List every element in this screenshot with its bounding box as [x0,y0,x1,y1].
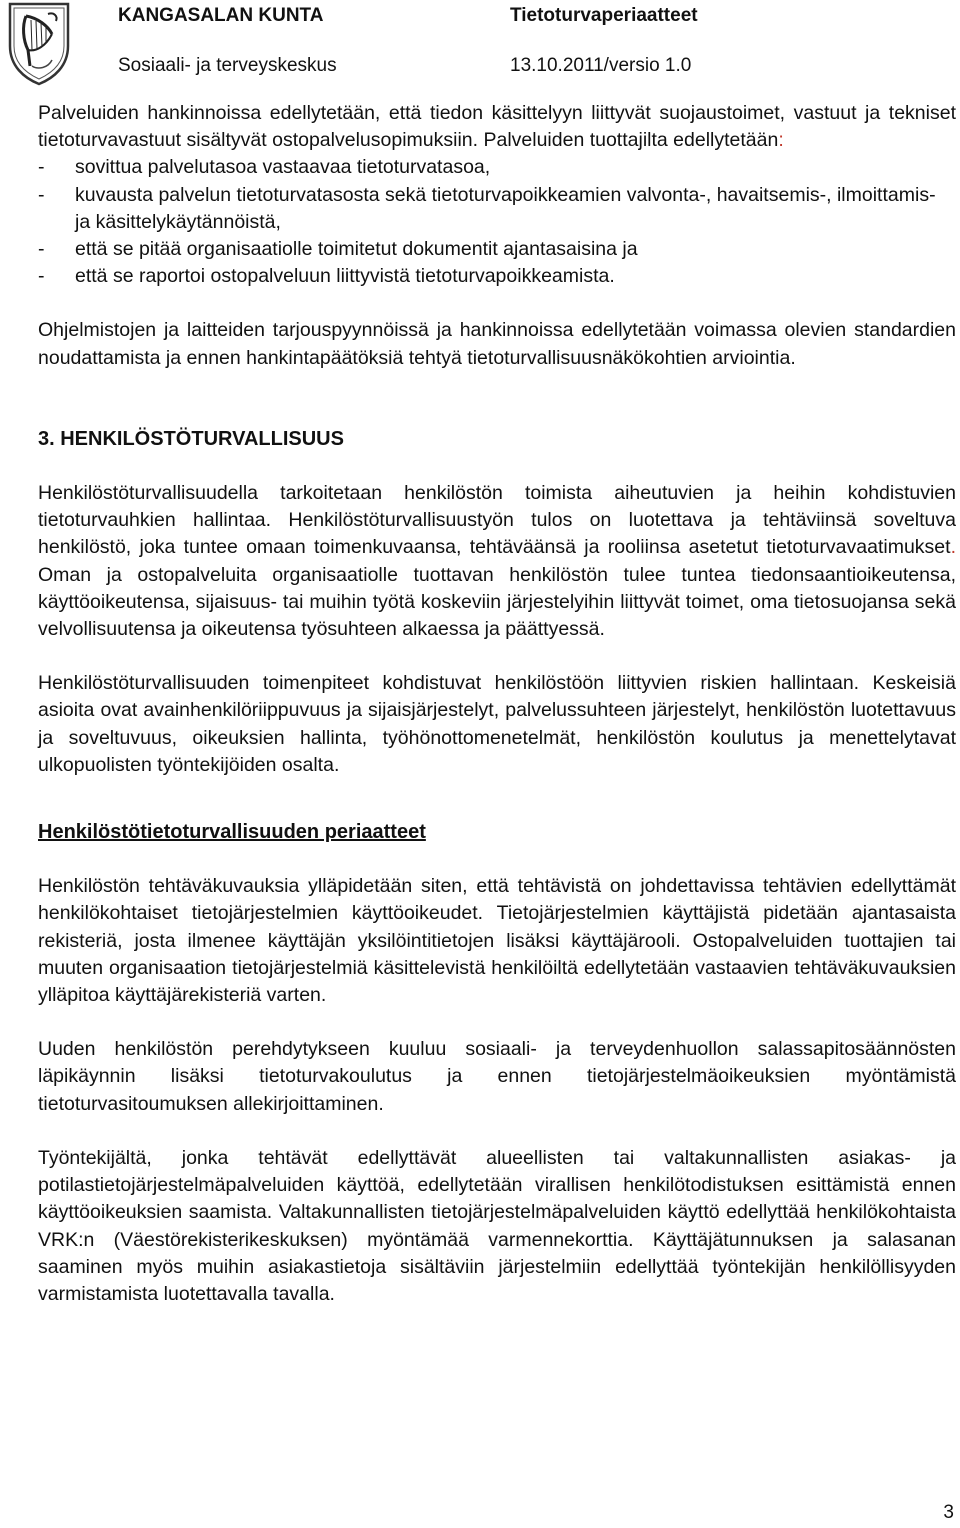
paragraph-job-descriptions: Henkilöstön tehtäväkuvauksia ylläpidetään siten, että tehtävistä on johdettavissa tehtävien edellyttämät henkilökohtaiset tietojärjestelmien käyttöoikeudet. Tietojärjestelmien käyttäjistä pidetään ajantasaista rekisteriä, josta ilmenee käyttäjän yksilöintitietojen lisäksi käyttäjärooli. Ostopalveluiden tuottajien tai muuten organisaation tietojärjestelmiä käsittelevistä henkilöiltä edellytetään vastaavien tehtäväkuvauksien ylläpitoa käyttäjärekisteriä varten. [38,875,956,1007]
paragraph-personnel-security-text: Henkilöstöturvallisuudella tarkoitetaan henkilöstön toimista aiheutuvien ja heihin kohdistuvien tietoturvauhkien hallintaa. Henkilöstöturvallisuustyön tulos on luotettava ja tehtäviinsä soveltuva henkilöstö, joka tuntee omaan toimenkuvaansa, tehtäväänsä ja rooliinsa asetetut tietoturvavaatimukset [38,482,956,559]
paragraph-personnel-security [38,480,956,643]
paragraph-procurement-text: Palveluiden hankinnoissa edellytetään, että tiedon käsittelyyn liittyvät suojaustoimet, vastuut ja tekniset tietoturvavastuut sisältyvät ostopalvelusopimuksiin. Palveluiden tuottajilta edellytetään [38,102,956,152]
list-item: - kuvausta palvelun tietoturvatasosta sekä tietoturvapoikkeamien valvonta-, havaitsemis-, ilmoittamis- ja käsittelykäytännöistä, [38,182,956,236]
page-header [0,0,960,90]
list-item-text: että se pitää organisaatiolle toimitetut dokumentit ajantasaisina ja [75,238,638,261]
document-title: Tietoturvaperiaatteet [510,5,698,26]
organization-name: KANGASALAN KUNTA [118,5,324,26]
list-item: - että se pitää organisaatiolle toimitetut dokumentit ajantasaisina ja [38,236,956,263]
document-body [38,100,956,1308]
paragraph-orientation: Uuden henkilöstön perehdytykseen kuuluu sosiaali- ja terveydenhuollon salassapitosäännösten läpikäynnin lisäksi tietoturvakoulutus ja ennen tietojärjestelmäoikeuksien myöntämistä tietoturvasitoumuksen allekirjoittaminen. [38,1038,956,1115]
paragraph-personnel-security-text-2: Oman ja ostopalveluita organisaatiolle tuottavan henkilöstön tulee tuntea tiedonsaantioikeutensa, käyttöoikeutensa, sijaisuus- tai muihin työtä koskeviin järjestelyihin liittyvät toimet, oma tietosuojansa sekä velvollisuutensa ja oikeutensa työsuhteen alkaessa ja päättyessä. [38,563,956,641]
subheading: Henkilöstötietoturvallisuuden periaatteet [38,821,426,844]
period-mark: . [950,536,956,559]
list-item: - että se raportoi ostopalveluun liittyvistä tietoturvapoikkeamista. [38,263,956,290]
paragraph-procurement [38,100,956,154]
page-number: 3 [943,1502,954,1523]
list-item-text: kuvausta palvelun tietoturvatasosta sekä tietoturvapoikkeamien valvonta-, havaitsemis-, ilmoittamis- ja käsittelykäytännöistä, [75,183,936,233]
colon-mark: : [778,129,784,152]
paragraph-identification: Työntekijältä, jonka tehtävät edellyttävät alueellisten tai valtakunnallisten asiakas- ja potilastietojärjestelmäpalveluiden käyttöä, edellytetään virallisen henkilötodistuksen esittämistä ennen käyttöoikeuksien saamista. Valtakunnallisten tietojärjestelmäpalveluiden käyttö edellyttää henkilökohtaista VRK:n (Väestörekisterikeskuksen) myöntämää varmennekorttia. Käyttäjätunnuksen ja salasanan saaminen myös muihin asiakastietoja sisältäviin järjestelmiin edellyttää työntekijän henkilöllisyyden varmistamista luotettavalla tavalla. [38,1146,956,1305]
version-info: 13.10.2011/versio 1.0 [510,55,692,76]
department-name: Sosiaali- ja terveyskeskus [118,55,337,76]
paragraph-software-procurement: Ohjelmistojen ja laitteiden tarjouspyynnöissä ja hankinnoissa edellytetään voimassa olevien standardien noudattamista ja ennen hankintapäätöksiä tehtyä tietoturvallisuusnäkökohtien arviointia. [38,319,956,369]
coat-of-arms-icon [4,0,74,86]
section-heading: 3. HENKILÖSTÖTURVALLISUUS [38,427,344,450]
list-item-text: että se raportoi ostopalveluun liittyvistä tietoturvapoikkeamista. [75,265,615,288]
list-item-text: sovittua palvelutasoa vastaavaa tietoturvatasoa, [75,156,491,179]
paragraph-personnel-measures: Henkilöstöturvallisuuden toimenpiteet kohdistuvat henkilöstöön liittyvien riskien hallintaan. Keskeisiä asioita ovat avainhenkilöriippuvuus ja sijaisjärjestelyt, palvelussuhteen järjestelyt, henkilöstön luotettavuus ja soveltuvuus, oikeuksien hallinta, työhönottomenetelmät, henkilöstön koulutus ja menettelytavat ulkopuolisten työntekijöiden osalta. [38,672,956,776]
list-item: - sovittua palvelutasoa vastaavaa tietoturvatasoa, [38,154,956,181]
